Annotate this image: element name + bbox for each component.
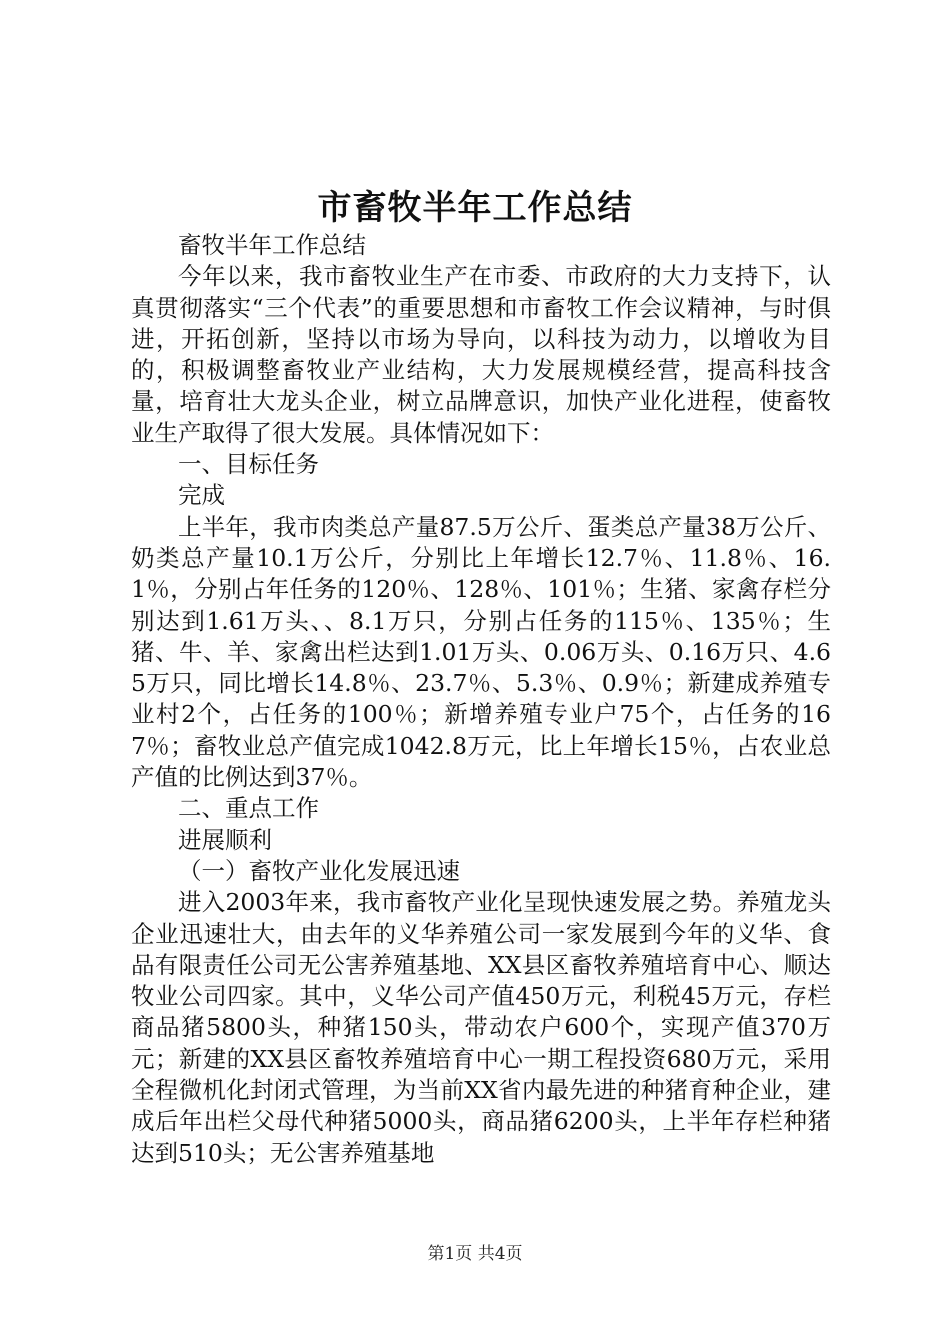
subsection-heading-industrialization: （一）畜牧产业化发展迅速 — [178, 856, 460, 885]
page-footer: 第1页 共4页 — [427, 1244, 523, 1264]
section-heading-key-work: 二、重点工作 — [178, 794, 319, 823]
document-body — [131, 230, 831, 1169]
subtitle-paragraph: 畜牧半年工作总结 — [178, 231, 366, 259]
intro-paragraph: 今年以来，我市畜牧业生产在市委、市政府的大力支持下，认真贯彻落实“三个代表”的重要思想和市畜牧工作会议精神，与时俱进，开拓创新，坚持以市场为导向，以科技为动力，以增收为目的，积极调整畜牧业产业结构，大力发展规模经营，提高科技含量，培育壮大龙头企业，树立品牌意识，加快产业化进程，使畜牧业生产取得了很大发展。具体情况如下： — [131, 262, 831, 447]
section-heading-key-work-continued: 进展顺利 — [178, 825, 272, 854]
section-heading-targets-continued: 完成 — [178, 481, 225, 510]
document-title: 市畜牧半年工作总结 — [317, 188, 633, 228]
industrialization-paragraph: 进入2003年来，我市畜牧产业化呈现快速发展之势。养殖龙头企业迅速壮大，由去年的义华养殖公司一家发展到今年的义华、食品有限责任公司无公害养殖基地、XX县区畜牧养殖培育中心、顺达牧业公司四家。其中，义华公司产值450万元，利税45万元，存栏商品猪5800头，种猪150头，带动农户600个，实现产值370万元；新建的XX县区畜牧养殖培育中心一期工程投资680万元，采用全程微机化封闭式管理，为当前XX省内最先进的种猪育种企业，建成后年出栏父母代种猪5000头，商品猪6200头，上半年存栏种猪达到510头；无公害养殖基地 — [131, 888, 831, 1167]
targets-paragraph: 上半年，我市肉类总产量87.5万公斤、蛋类总产量38万公斤、奶类总产量10.1万公斤，分别比上年增长12.7％、11.8％、16.1％，分别占年任务的120％、128％、101％；生猪、家禽存栏分别达到1.61万头、、8.1万只，分别占任务的115％、135％；生猪、牛、羊、家禽出栏达到1.01万头、0.06万头、0.16万只、4.65万只，同比增长14.8％、23.7％、5.3％、0.9％；新建成养殖专业村2个，占任务的100％；新增养殖专业户75个，占任务的167％；畜牧业总产值完成1042.8万元，比上年增长15％，占农业总产值的比例达到37％。 — [131, 512, 831, 792]
section-heading-targets: 一、目标任务 — [178, 450, 319, 479]
